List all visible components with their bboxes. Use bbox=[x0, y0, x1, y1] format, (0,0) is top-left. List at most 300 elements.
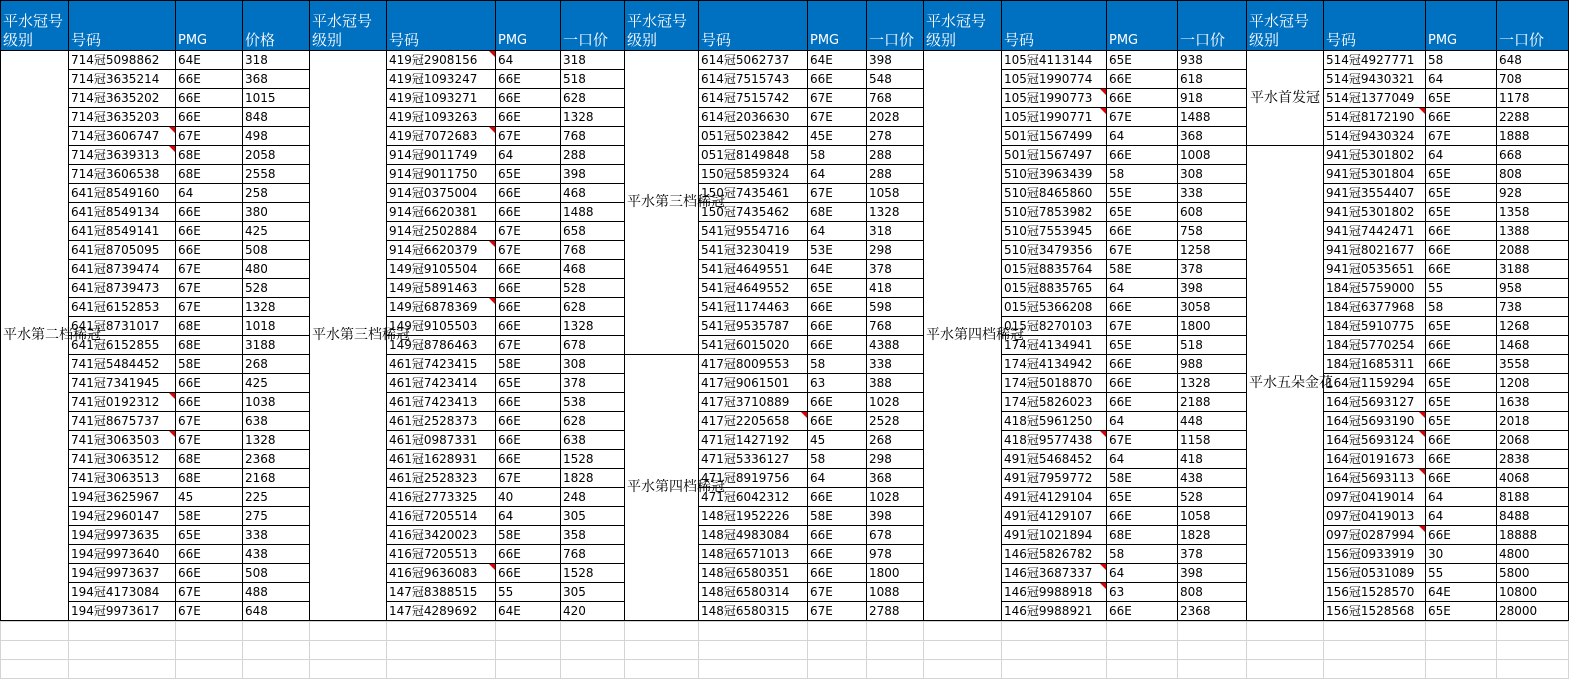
price-cell[interactable]: 1015 bbox=[243, 89, 310, 108]
pmg-grade-cell[interactable]: 66E bbox=[808, 545, 867, 564]
price-cell[interactable]: 958 bbox=[1497, 279, 1569, 298]
pmg-grade-cell[interactable]: 66E bbox=[496, 431, 561, 450]
pmg-grade-cell[interactable]: 66E bbox=[496, 260, 561, 279]
pmg-grade-cell[interactable]: 67E bbox=[808, 108, 867, 127]
serial-number-cell[interactable]: 641冠8705095 bbox=[69, 241, 176, 260]
serial-number-cell[interactable]: 614冠7515743 bbox=[699, 70, 808, 89]
price-cell[interactable]: 8188 bbox=[1497, 488, 1569, 507]
pmg-grade-cell[interactable]: 67E bbox=[496, 127, 561, 146]
empty-cell[interactable] bbox=[496, 622, 561, 641]
price-cell[interactable]: 1018 bbox=[243, 317, 310, 336]
pmg-grade-cell[interactable]: 67E bbox=[1107, 317, 1178, 336]
price-cell[interactable]: 248 bbox=[561, 488, 625, 507]
empty-cell[interactable] bbox=[625, 622, 699, 641]
pmg-grade-cell[interactable]: 64E bbox=[496, 602, 561, 621]
empty-cell[interactable] bbox=[699, 641, 808, 660]
pmg-grade-cell[interactable]: 66E bbox=[176, 70, 243, 89]
price-cell[interactable]: 918 bbox=[1178, 89, 1247, 108]
price-cell[interactable]: 2068 bbox=[1497, 431, 1569, 450]
price-cell[interactable]: 498 bbox=[243, 127, 310, 146]
price-cell[interactable]: 398 bbox=[561, 165, 625, 184]
pmg-grade-cell[interactable]: 66E bbox=[496, 317, 561, 336]
serial-number-cell[interactable]: 148冠6580314 bbox=[699, 583, 808, 602]
serial-number-cell[interactable]: 164冠5693190 bbox=[1324, 412, 1426, 431]
price-cell[interactable]: 358 bbox=[561, 526, 625, 545]
price-cell[interactable]: 658 bbox=[561, 222, 625, 241]
price-cell[interactable]: 638 bbox=[243, 412, 310, 431]
pmg-grade-cell[interactable]: 64 bbox=[1107, 279, 1178, 298]
serial-number-cell[interactable]: 149冠8786463 bbox=[387, 336, 496, 355]
price-cell[interactable]: 1488 bbox=[1178, 108, 1247, 127]
empty-cell[interactable] bbox=[699, 660, 808, 679]
price-cell[interactable]: 1328 bbox=[243, 298, 310, 317]
serial-number-cell[interactable]: 461冠0987331 bbox=[387, 431, 496, 450]
price-cell[interactable]: 1328 bbox=[867, 203, 924, 222]
serial-number-cell[interactable]: 148冠6580351 bbox=[699, 564, 808, 583]
pmg-grade-cell[interactable]: 66E bbox=[808, 412, 867, 431]
price-cell[interactable]: 1328 bbox=[561, 317, 625, 336]
serial-number-cell[interactable]: 149冠6878369 bbox=[387, 298, 496, 317]
price-cell[interactable]: 338 bbox=[243, 526, 310, 545]
price-cell[interactable]: 1058 bbox=[867, 184, 924, 203]
serial-number-cell[interactable]: 461冠7423413 bbox=[387, 393, 496, 412]
pmg-grade-cell[interactable]: 45 bbox=[176, 488, 243, 507]
price-cell[interactable]: 418 bbox=[1178, 450, 1247, 469]
pmg-grade-cell[interactable]: 65E bbox=[1426, 393, 1497, 412]
price-cell[interactable]: 508 bbox=[243, 564, 310, 583]
pmg-grade-cell[interactable]: 64 bbox=[496, 146, 561, 165]
pmg-grade-cell[interactable]: 66E bbox=[1426, 241, 1497, 260]
price-cell[interactable]: 928 bbox=[1497, 184, 1569, 203]
price-cell[interactable]: 978 bbox=[867, 545, 924, 564]
pmg-grade-cell[interactable]: 68E bbox=[808, 203, 867, 222]
serial-number-cell[interactable]: 471冠8919756 bbox=[699, 469, 808, 488]
serial-number-cell[interactable]: 156冠0933919 bbox=[1324, 545, 1426, 564]
pmg-grade-cell[interactable]: 66E bbox=[176, 89, 243, 108]
empty-cell[interactable] bbox=[924, 641, 1002, 660]
pmg-grade-cell[interactable]: 66E bbox=[1107, 298, 1178, 317]
serial-number-cell[interactable]: 148冠6580315 bbox=[699, 602, 808, 621]
price-cell[interactable]: 2368 bbox=[243, 450, 310, 469]
pmg-grade-cell[interactable]: 66E bbox=[808, 317, 867, 336]
serial-number-cell[interactable]: 194冠9973640 bbox=[69, 545, 176, 564]
price-cell[interactable]: 268 bbox=[243, 355, 310, 374]
serial-number-cell[interactable]: 741冠3063512 bbox=[69, 450, 176, 469]
pmg-grade-cell[interactable]: 65E bbox=[1426, 602, 1497, 621]
price-cell[interactable]: 1800 bbox=[867, 564, 924, 583]
pmg-grade-cell[interactable]: 66E bbox=[808, 70, 867, 89]
pmg-grade-cell[interactable]: 64 bbox=[176, 184, 243, 203]
pmg-grade-cell[interactable]: 66E bbox=[1426, 260, 1497, 279]
price-cell[interactable]: 338 bbox=[1178, 184, 1247, 203]
pmg-grade-cell[interactable]: 68E bbox=[176, 336, 243, 355]
pmg-grade-cell[interactable]: 66E bbox=[1426, 108, 1497, 127]
serial-number-cell[interactable]: 461冠1628931 bbox=[387, 450, 496, 469]
serial-number-cell[interactable]: 914冠6620381 bbox=[387, 203, 496, 222]
price-cell[interactable]: 598 bbox=[867, 298, 924, 317]
price-cell[interactable]: 628 bbox=[561, 89, 625, 108]
price-cell[interactable]: 2188 bbox=[1178, 393, 1247, 412]
serial-number-cell[interactable]: 184冠5910775 bbox=[1324, 317, 1426, 336]
serial-number-cell[interactable]: 156冠1528570 bbox=[1324, 583, 1426, 602]
pmg-grade-cell[interactable]: 64E bbox=[176, 51, 243, 70]
price-cell[interactable]: 548 bbox=[867, 70, 924, 89]
serial-number-cell[interactable]: 174冠4134941 bbox=[1002, 336, 1107, 355]
empty-cell[interactable] bbox=[387, 622, 496, 641]
serial-number-cell[interactable]: 714冠3635202 bbox=[69, 89, 176, 108]
pmg-grade-cell[interactable]: 67E bbox=[1107, 108, 1178, 127]
price-cell[interactable]: 468 bbox=[561, 184, 625, 203]
serial-number-cell[interactable]: 146冠5826782 bbox=[1002, 545, 1107, 564]
pmg-grade-cell[interactable]: 58 bbox=[808, 355, 867, 374]
serial-number-cell[interactable]: 097冠0419013 bbox=[1324, 507, 1426, 526]
serial-number-cell[interactable]: 914冠0375004 bbox=[387, 184, 496, 203]
price-cell[interactable]: 298 bbox=[867, 241, 924, 260]
serial-number-cell[interactable]: 461冠7423414 bbox=[387, 374, 496, 393]
serial-number-cell[interactable]: 471冠5336127 bbox=[699, 450, 808, 469]
empty-cell[interactable] bbox=[1426, 622, 1497, 641]
pmg-grade-cell[interactable]: 64 bbox=[496, 51, 561, 70]
empty-cell[interactable] bbox=[176, 660, 243, 679]
price-cell[interactable]: 3188 bbox=[1497, 260, 1569, 279]
serial-number-cell[interactable]: 418冠5961250 bbox=[1002, 412, 1107, 431]
serial-number-cell[interactable]: 471冠1427192 bbox=[699, 431, 808, 450]
serial-number-cell[interactable]: 741冠5484452 bbox=[69, 355, 176, 374]
pmg-grade-cell[interactable]: 58 bbox=[808, 450, 867, 469]
pmg-grade-cell[interactable]: 65E bbox=[1426, 374, 1497, 393]
price-cell[interactable]: 608 bbox=[1178, 203, 1247, 222]
pmg-grade-cell[interactable]: 58E bbox=[496, 526, 561, 545]
pmg-grade-cell[interactable]: 67E bbox=[808, 583, 867, 602]
empty-cell[interactable] bbox=[1178, 641, 1247, 660]
serial-number-cell[interactable]: 147冠8388515 bbox=[387, 583, 496, 602]
serial-number-cell[interactable]: 051冠5023842 bbox=[699, 127, 808, 146]
serial-number-cell[interactable]: 184冠5759000 bbox=[1324, 279, 1426, 298]
serial-number-cell[interactable]: 941冠5301804 bbox=[1324, 165, 1426, 184]
price-cell[interactable]: 368 bbox=[243, 70, 310, 89]
pmg-grade-cell[interactable]: 45E bbox=[808, 127, 867, 146]
price-cell[interactable]: 298 bbox=[867, 450, 924, 469]
price-cell[interactable]: 1058 bbox=[1178, 507, 1247, 526]
pmg-grade-cell[interactable]: 58 bbox=[1107, 165, 1178, 184]
price-cell[interactable]: 528 bbox=[561, 279, 625, 298]
empty-cell[interactable] bbox=[69, 641, 176, 660]
serial-number-cell[interactable]: 174冠4134942 bbox=[1002, 355, 1107, 374]
serial-number-cell[interactable]: 941冠5301802 bbox=[1324, 203, 1426, 222]
pmg-grade-cell[interactable]: 64 bbox=[808, 469, 867, 488]
serial-number-cell[interactable]: 156冠0531089 bbox=[1324, 564, 1426, 583]
price-cell[interactable]: 420 bbox=[561, 602, 625, 621]
empty-cell[interactable] bbox=[310, 641, 387, 660]
pmg-grade-cell[interactable]: 65E bbox=[808, 279, 867, 298]
serial-number-cell[interactable]: 184冠5770254 bbox=[1324, 336, 1426, 355]
empty-cell[interactable] bbox=[1247, 660, 1324, 679]
price-cell[interactable]: 1328 bbox=[243, 431, 310, 450]
serial-number-cell[interactable]: 146冠3687337 bbox=[1002, 564, 1107, 583]
pmg-grade-cell[interactable]: 58E bbox=[1107, 469, 1178, 488]
pmg-grade-cell[interactable]: 67E bbox=[176, 260, 243, 279]
price-cell[interactable]: 448 bbox=[1178, 412, 1247, 431]
empty-cell[interactable] bbox=[387, 660, 496, 679]
pmg-grade-cell[interactable]: 68E bbox=[176, 146, 243, 165]
price-cell[interactable]: 5800 bbox=[1497, 564, 1569, 583]
serial-number-cell[interactable]: 714冠3635203 bbox=[69, 108, 176, 127]
serial-number-cell[interactable]: 914冠6620379 bbox=[387, 241, 496, 260]
pmg-grade-cell[interactable]: 65E bbox=[1426, 89, 1497, 108]
serial-number-cell[interactable]: 714冠3606747 bbox=[69, 127, 176, 146]
price-cell[interactable]: 378 bbox=[561, 374, 625, 393]
grade-group-cell[interactable]: 平水第四档稀冠 bbox=[924, 51, 1002, 621]
pmg-grade-cell[interactable]: 55 bbox=[1426, 564, 1497, 583]
price-cell[interactable]: 8488 bbox=[1497, 507, 1569, 526]
serial-number-cell[interactable]: 419冠1093263 bbox=[387, 108, 496, 127]
serial-number-cell[interactable]: 184冠6377968 bbox=[1324, 298, 1426, 317]
serial-number-cell[interactable]: 741冠8675737 bbox=[69, 412, 176, 431]
serial-number-cell[interactable]: 541冠1174463 bbox=[699, 298, 808, 317]
pmg-grade-cell[interactable]: 67E bbox=[176, 583, 243, 602]
pmg-grade-cell[interactable]: 66E bbox=[1107, 222, 1178, 241]
pmg-grade-cell[interactable]: 58E bbox=[808, 507, 867, 526]
price-cell[interactable]: 1358 bbox=[1497, 203, 1569, 222]
price-cell[interactable]: 288 bbox=[867, 146, 924, 165]
pmg-grade-cell[interactable]: 58 bbox=[1107, 545, 1178, 564]
serial-number-cell[interactable]: 641冠6152853 bbox=[69, 298, 176, 317]
pmg-grade-cell[interactable]: 64 bbox=[808, 222, 867, 241]
pmg-grade-cell[interactable]: 30 bbox=[1426, 545, 1497, 564]
serial-number-cell[interactable]: 015冠5366208 bbox=[1002, 298, 1107, 317]
pmg-grade-cell[interactable]: 64 bbox=[1426, 488, 1497, 507]
serial-number-cell[interactable]: 614冠5062737 bbox=[699, 51, 808, 70]
serial-number-cell[interactable]: 164冠5693127 bbox=[1324, 393, 1426, 412]
price-cell[interactable]: 1528 bbox=[561, 564, 625, 583]
serial-number-cell[interactable]: 501冠1567497 bbox=[1002, 146, 1107, 165]
pmg-grade-cell[interactable]: 67E bbox=[808, 184, 867, 203]
pmg-grade-cell[interactable]: 67E bbox=[496, 241, 561, 260]
serial-number-cell[interactable]: 148冠6571013 bbox=[699, 545, 808, 564]
price-cell[interactable]: 678 bbox=[561, 336, 625, 355]
pmg-grade-cell[interactable]: 66E bbox=[808, 526, 867, 545]
serial-number-cell[interactable]: 194冠2960147 bbox=[69, 507, 176, 526]
empty-cell[interactable] bbox=[387, 641, 496, 660]
pmg-grade-cell[interactable]: 67E bbox=[176, 431, 243, 450]
serial-number-cell[interactable]: 514冠1377049 bbox=[1324, 89, 1426, 108]
serial-number-cell[interactable]: 015冠8835764 bbox=[1002, 260, 1107, 279]
serial-number-cell[interactable]: 714冠3639313 bbox=[69, 146, 176, 165]
empty-cell[interactable] bbox=[808, 660, 867, 679]
price-cell[interactable]: 398 bbox=[867, 507, 924, 526]
price-cell[interactable]: 2288 bbox=[1497, 108, 1569, 127]
serial-number-cell[interactable]: 641冠6152855 bbox=[69, 336, 176, 355]
price-cell[interactable]: 768 bbox=[867, 89, 924, 108]
price-cell[interactable]: 1828 bbox=[561, 469, 625, 488]
pmg-grade-cell[interactable]: 66E bbox=[808, 393, 867, 412]
empty-cell[interactable] bbox=[176, 622, 243, 641]
pmg-grade-cell[interactable]: 66E bbox=[1426, 431, 1497, 450]
empty-cell[interactable] bbox=[1247, 641, 1324, 660]
serial-number-cell[interactable]: 491冠4129107 bbox=[1002, 507, 1107, 526]
serial-number-cell[interactable]: 941冠5301802 bbox=[1324, 146, 1426, 165]
serial-number-cell[interactable]: 741冠3063513 bbox=[69, 469, 176, 488]
empty-cell[interactable] bbox=[1497, 660, 1569, 679]
serial-number-cell[interactable]: 148冠4983084 bbox=[699, 526, 808, 545]
empty-cell[interactable] bbox=[1, 622, 69, 641]
pmg-grade-cell[interactable]: 55 bbox=[496, 583, 561, 602]
price-cell[interactable]: 2558 bbox=[243, 165, 310, 184]
pmg-grade-cell[interactable]: 55 bbox=[1426, 279, 1497, 298]
serial-number-cell[interactable]: 194冠3625967 bbox=[69, 488, 176, 507]
empty-cell[interactable] bbox=[561, 660, 625, 679]
serial-number-cell[interactable]: 941冠8021677 bbox=[1324, 241, 1426, 260]
serial-number-cell[interactable]: 941冠7442471 bbox=[1324, 222, 1426, 241]
empty-cell[interactable] bbox=[924, 622, 1002, 641]
pmg-grade-cell[interactable]: 64 bbox=[1107, 412, 1178, 431]
pmg-grade-cell[interactable]: 66E bbox=[1107, 146, 1178, 165]
pmg-grade-cell[interactable]: 68E bbox=[176, 469, 243, 488]
price-cell[interactable]: 628 bbox=[561, 412, 625, 431]
price-cell[interactable]: 508 bbox=[243, 241, 310, 260]
pmg-grade-cell[interactable]: 65E bbox=[1107, 488, 1178, 507]
serial-number-cell[interactable]: 714冠3635214 bbox=[69, 70, 176, 89]
pmg-grade-cell[interactable]: 66E bbox=[176, 222, 243, 241]
pmg-grade-cell[interactable]: 66E bbox=[1426, 450, 1497, 469]
serial-number-cell[interactable]: 941冠0535651 bbox=[1324, 260, 1426, 279]
pmg-grade-cell[interactable]: 67E bbox=[496, 222, 561, 241]
price-cell[interactable]: 668 bbox=[1497, 146, 1569, 165]
pmg-grade-cell[interactable]: 66E bbox=[1426, 526, 1497, 545]
serial-number-cell[interactable]: 541冠9535787 bbox=[699, 317, 808, 336]
serial-number-cell[interactable]: 514冠4927771 bbox=[1324, 51, 1426, 70]
grade-group-cell[interactable]: 平水第三档稀冠 bbox=[625, 51, 699, 355]
pmg-grade-cell[interactable]: 66E bbox=[176, 564, 243, 583]
pmg-grade-cell[interactable]: 68E bbox=[176, 317, 243, 336]
empty-cell[interactable] bbox=[1002, 641, 1107, 660]
serial-number-cell[interactable]: 741冠7341945 bbox=[69, 374, 176, 393]
empty-cell[interactable] bbox=[1178, 660, 1247, 679]
price-cell[interactable]: 1208 bbox=[1497, 374, 1569, 393]
grade-group-cell[interactable]: 平水五朵金花 bbox=[1247, 146, 1324, 621]
serial-number-cell[interactable]: 419冠1093271 bbox=[387, 89, 496, 108]
pmg-grade-cell[interactable]: 65E bbox=[1426, 412, 1497, 431]
price-cell[interactable]: 1038 bbox=[243, 393, 310, 412]
pmg-grade-cell[interactable]: 68E bbox=[176, 165, 243, 184]
pmg-grade-cell[interactable]: 66E bbox=[1107, 507, 1178, 526]
empty-cell[interactable] bbox=[1, 641, 69, 660]
serial-number-cell[interactable]: 149冠9105503 bbox=[387, 317, 496, 336]
pmg-grade-cell[interactable]: 67E bbox=[496, 336, 561, 355]
pmg-grade-cell[interactable]: 64 bbox=[1107, 564, 1178, 583]
price-cell[interactable]: 768 bbox=[867, 317, 924, 336]
serial-number-cell[interactable]: 514冠9430321 bbox=[1324, 70, 1426, 89]
pmg-grade-cell[interactable]: 64 bbox=[496, 507, 561, 526]
pmg-grade-cell[interactable]: 66E bbox=[176, 393, 243, 412]
pmg-grade-cell[interactable]: 66E bbox=[496, 393, 561, 412]
serial-number-cell[interactable]: 416冠2773325 bbox=[387, 488, 496, 507]
empty-cell[interactable] bbox=[1426, 660, 1497, 679]
serial-number-cell[interactable]: 164冠1159294 bbox=[1324, 374, 1426, 393]
pmg-grade-cell[interactable]: 65E bbox=[1426, 317, 1497, 336]
price-cell[interactable]: 398 bbox=[867, 51, 924, 70]
serial-number-cell[interactable]: 514冠8172190 bbox=[1324, 108, 1426, 127]
serial-number-cell[interactable]: 164冠5693113 bbox=[1324, 469, 1426, 488]
pmg-grade-cell[interactable]: 65E bbox=[1426, 184, 1497, 203]
serial-number-cell[interactable]: 541冠6015020 bbox=[699, 336, 808, 355]
empty-cell[interactable] bbox=[243, 660, 310, 679]
serial-number-cell[interactable]: 105冠1990773 bbox=[1002, 89, 1107, 108]
serial-number-cell[interactable]: 417冠9061501 bbox=[699, 374, 808, 393]
serial-number-cell[interactable]: 194冠4173084 bbox=[69, 583, 176, 602]
serial-number-cell[interactable]: 741冠3063503 bbox=[69, 431, 176, 450]
serial-number-cell[interactable]: 461冠7423415 bbox=[387, 355, 496, 374]
serial-number-cell[interactable]: 097冠0419014 bbox=[1324, 488, 1426, 507]
price-cell[interactable]: 1088 bbox=[867, 583, 924, 602]
price-cell[interactable]: 648 bbox=[1497, 51, 1569, 70]
price-cell[interactable]: 425 bbox=[243, 374, 310, 393]
price-cell[interactable]: 618 bbox=[1178, 70, 1247, 89]
price-cell[interactable]: 1328 bbox=[1178, 374, 1247, 393]
serial-number-cell[interactable]: 741冠0192312 bbox=[69, 393, 176, 412]
serial-number-cell[interactable]: 015冠8270103 bbox=[1002, 317, 1107, 336]
price-cell[interactable]: 288 bbox=[561, 146, 625, 165]
pmg-grade-cell[interactable]: 66E bbox=[496, 450, 561, 469]
price-cell[interactable]: 18888 bbox=[1497, 526, 1569, 545]
serial-number-cell[interactable]: 150冠7435462 bbox=[699, 203, 808, 222]
serial-number-cell[interactable]: 941冠3554407 bbox=[1324, 184, 1426, 203]
price-cell[interactable]: 305 bbox=[561, 507, 625, 526]
serial-number-cell[interactable]: 510冠3963439 bbox=[1002, 165, 1107, 184]
price-cell[interactable]: 3058 bbox=[1178, 298, 1247, 317]
serial-number-cell[interactable]: 148冠1952226 bbox=[699, 507, 808, 526]
price-cell[interactable]: 368 bbox=[867, 469, 924, 488]
empty-cell[interactable] bbox=[1247, 622, 1324, 641]
serial-number-cell[interactable]: 051冠8149848 bbox=[699, 146, 808, 165]
serial-number-cell[interactable]: 914冠2502884 bbox=[387, 222, 496, 241]
pmg-grade-cell[interactable]: 65E bbox=[176, 526, 243, 545]
price-cell[interactable]: 2088 bbox=[1497, 241, 1569, 260]
pmg-grade-cell[interactable]: 67E bbox=[808, 89, 867, 108]
serial-number-cell[interactable]: 714冠5098862 bbox=[69, 51, 176, 70]
pmg-grade-cell[interactable]: 66E bbox=[496, 70, 561, 89]
serial-number-cell[interactable]: 416冠3420023 bbox=[387, 526, 496, 545]
pmg-grade-cell[interactable]: 66E bbox=[1107, 355, 1178, 374]
serial-number-cell[interactable]: 184冠1685311 bbox=[1324, 355, 1426, 374]
pmg-grade-cell[interactable]: 66E bbox=[1107, 393, 1178, 412]
serial-number-cell[interactable]: 419冠7072683 bbox=[387, 127, 496, 146]
serial-number-cell[interactable]: 541冠4649552 bbox=[699, 279, 808, 298]
price-cell[interactable]: 388 bbox=[867, 374, 924, 393]
empty-cell[interactable] bbox=[1002, 622, 1107, 641]
price-cell[interactable]: 275 bbox=[243, 507, 310, 526]
price-cell[interactable]: 268 bbox=[867, 431, 924, 450]
pmg-grade-cell[interactable]: 65E bbox=[1107, 51, 1178, 70]
pmg-grade-cell[interactable]: 66E bbox=[176, 241, 243, 260]
pmg-grade-cell[interactable]: 68E bbox=[176, 450, 243, 469]
price-cell[interactable]: 1388 bbox=[1497, 222, 1569, 241]
price-cell[interactable]: 258 bbox=[243, 184, 310, 203]
price-cell[interactable]: 1488 bbox=[561, 203, 625, 222]
serial-number-cell[interactable]: 641冠8549160 bbox=[69, 184, 176, 203]
pmg-grade-cell[interactable]: 66E bbox=[1426, 355, 1497, 374]
serial-number-cell[interactable]: 514冠9430324 bbox=[1324, 127, 1426, 146]
price-cell[interactable]: 468 bbox=[561, 260, 625, 279]
price-cell[interactable]: 278 bbox=[867, 127, 924, 146]
price-cell[interactable]: 1008 bbox=[1178, 146, 1247, 165]
serial-number-cell[interactable]: 149冠5891463 bbox=[387, 279, 496, 298]
price-cell[interactable]: 528 bbox=[243, 279, 310, 298]
price-cell[interactable]: 1638 bbox=[1497, 393, 1569, 412]
pmg-grade-cell[interactable]: 67E bbox=[176, 412, 243, 431]
price-cell[interactable]: 2788 bbox=[867, 602, 924, 621]
price-cell[interactable]: 638 bbox=[561, 431, 625, 450]
